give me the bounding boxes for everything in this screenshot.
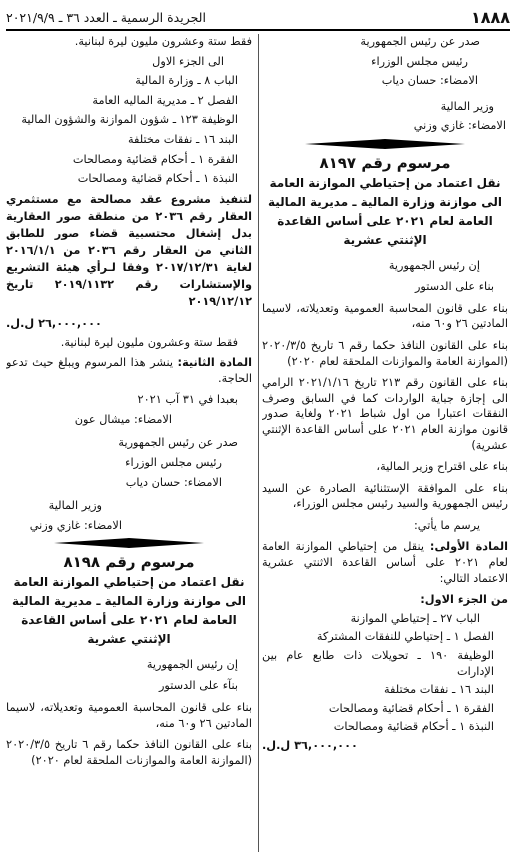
article-one [262, 539, 508, 586]
issued-by-president: صدر عن رئيس الجمهورية [118, 436, 238, 450]
issued-by-president: صدر عن رئيس الجمهورية [360, 35, 480, 48]
article-one-text: ينقل من إحتياطي الموازنة العامة لعام ٢٠٢١ على أساس القاعدة الاثنتي عشرية الاعتماد التالي: [262, 540, 508, 585]
article-one-label: المادة الأولى: [429, 540, 508, 554]
budget-item: الفصل ٢ ـ مديرية الماليه العامة [92, 93, 238, 107]
decree-subject: نقل اعتماد من إحتياطي الموازنة العامة الى موازنة وزارة المالية ـ مديرية المالية العامة لعام ٢٠٢١ على أساس القاعدة الإثنتي عشرية [12, 574, 246, 646]
article-two-label: المادة الثانية: [177, 355, 252, 369]
page-header [6, 6, 510, 28]
section-divider [262, 138, 508, 150]
budget-item: النبذة ١ ـ أحكام قضائية ومصالحات [333, 720, 494, 734]
budget-item: البند ١٦ ـ نفقات مختلفة [383, 683, 494, 697]
amount: ٣٦,٠٠٠,٠٠٠ ل.ل. [262, 739, 358, 752]
preamble-constitution: بناء على الدستور [414, 280, 494, 294]
preamble-accounting-law: بناء على قانون المحاسبة العمومية وتعديلاته، لاسيما المادتين ٢٦ و٦٠ منه، [6, 701, 252, 730]
budget-item: البند ١٦ ـ نفقات مختلفة [127, 132, 238, 146]
budget-item: الفقرة ١ ـ أحكام قضائية ومصالحات [328, 701, 494, 715]
left-column [6, 34, 252, 852]
finance-minister-signature: الامضاء: غازي وزني [413, 119, 506, 133]
budget-item: الوظيفة ١٩٠ ـ تحويلات ذات طابع عام بين الإدارات [262, 649, 495, 678]
header-rule [6, 29, 510, 31]
pm-signature: الامضاء: حسان دياب [125, 475, 222, 489]
finance-minister-signature: الامضاء: غازي وزني [29, 518, 122, 532]
preamble-budget-law: بناء على القانون النافذ حكما رقم ٦ تاريخ ٢٠٢٠/٣/٥ (الموازنة العامة والموازنات الملحقة لعام ٢٠٢٠) [262, 338, 508, 368]
budget-item: الباب ٨ ـ وزارة المالية [135, 74, 238, 88]
page-number: ١٨٨٨ [470, 7, 510, 27]
preamble-minister-proposal: بناء على اقتراح وزير المالية، [376, 460, 508, 474]
amount-in-words: فقط ستة وعشرون مليون ليرة لبنانية. [60, 336, 238, 350]
budget-item: الفقرة ١ ـ أحكام قضائية ومصالحات [72, 152, 238, 166]
decree-subject: نقل اعتماد من إحتياطي الموازنة العامة الى موازنة وزارة المالية ـ مديرية المالية العامة لعام ٢٠٢١ على أساس القاعدة الإثنتي عشرية [268, 175, 502, 247]
decrees-the-following: يرسم ما يأتي: [414, 518, 480, 532]
preamble-president: إن رئيس الجمهورية [388, 258, 480, 272]
right-column [262, 34, 508, 852]
column-separator [258, 34, 259, 852]
preamble-law-213: بناء على القانون رقم ٢١٣ تاريخ ٢٠٢١/١/١٦ الرامي الى إجازة جباية الواردات كما في السابق وصرف النفقات اعتبارا من اول شباط ٢٠٢١ ولغاية صدور قانون موازنة العام ٢٠٢١ على أساس القاعدة الإثنتي عشرية) [262, 376, 508, 452]
amount-in-words: فقط ستة وعشرون مليون ليرة لبنانية. [74, 35, 252, 48]
section-heading: من الجزء الاول: [420, 593, 508, 607]
budget-item: الوظيفة ١٢٣ ـ شؤون الموازنة والشؤون المالية [21, 113, 238, 127]
decree-title: مرسوم رقم ٨١٩٧ [319, 153, 451, 172]
date-line: بعبدا في ٣١ آب ٢٠٢١ [137, 393, 238, 407]
preamble-budget-law: بناء على القانون النافذ حكما رقم ٦ تاريخ ٢٠٢٠/٣/٥ (الموازنة العامة والموازنات الملحقة لعام ٢٠٢٠) [6, 738, 252, 767]
section-divider [6, 537, 252, 549]
preamble-constitution: بنآء على الدستور [158, 679, 238, 693]
budget-item: الباب ٢٧ ـ إحتياطي الموازنة [350, 611, 480, 625]
pm-signature: الامضاء: حسان دياب [381, 74, 478, 88]
preamble-accounting-law: بناء على قانون المحاسبة العمومية وتعديلاته، لاسيما المادتين ٢٦ و٦٠ منه، [262, 301, 508, 331]
budget-item: النبذة ١ ـ أحكام قضائية ومصالحات [77, 172, 238, 186]
budget-item: الفصل ١ ـ إحتياطي للنفقات المشتركة [316, 630, 494, 644]
prime-minister-title: رئيس مجلس الوزراء [125, 455, 222, 469]
decree-title: مرسوم رقم ٨١٩٨ [63, 553, 195, 572]
president-signature: الامضاء: ميشال عون [74, 412, 172, 426]
article-two-text: ينشر هذا المرسوم ويبلغ حيث تدعو الحاجة. [6, 355, 252, 385]
transfer-to-heading: الى الجزء الاول [152, 54, 224, 68]
preamble-exceptional-approval: بناء على الموافقة الإستثنائية الصادرة عن السيد رئيس الجمهورية والسيد رئيس مجلس الوزراء، [262, 481, 508, 511]
finance-minister-title: وزير المالية [48, 499, 102, 513]
amount: ٢٦,٠٠٠,٠٠٠ ل.ل. [6, 316, 102, 330]
purpose-text: لتنفيذ مشروع عقد مصالحة مع مستثمري العقار رقم ٢٠٣٦ من منطقة صور العقارية بدل إشغال محتسبية قضاء صور للطابق الثاني من العقار رقم ٢٠٣٦ من ٢٠١٦/١/١ لغاية ٢٠١٧/١٢/٣١ وفقا لـرأي هيئة التشريع والإستشارات رقم ٢٠١٩/١١٣٢ تاريخ ٢٠١٩/١٢/١٢ [6, 192, 252, 308]
article-two [6, 355, 252, 386]
preamble-president: إن رئيس الجمهورية [146, 657, 238, 671]
finance-minister-title: وزير المالية [440, 99, 494, 113]
prime-minister-title: رئيس مجلس الوزراء [371, 54, 468, 68]
gazette-title: الجريدة الرسمية ـ العدد ٣٦ ـ ٢٠٢١/٩/٩ [6, 9, 206, 25]
